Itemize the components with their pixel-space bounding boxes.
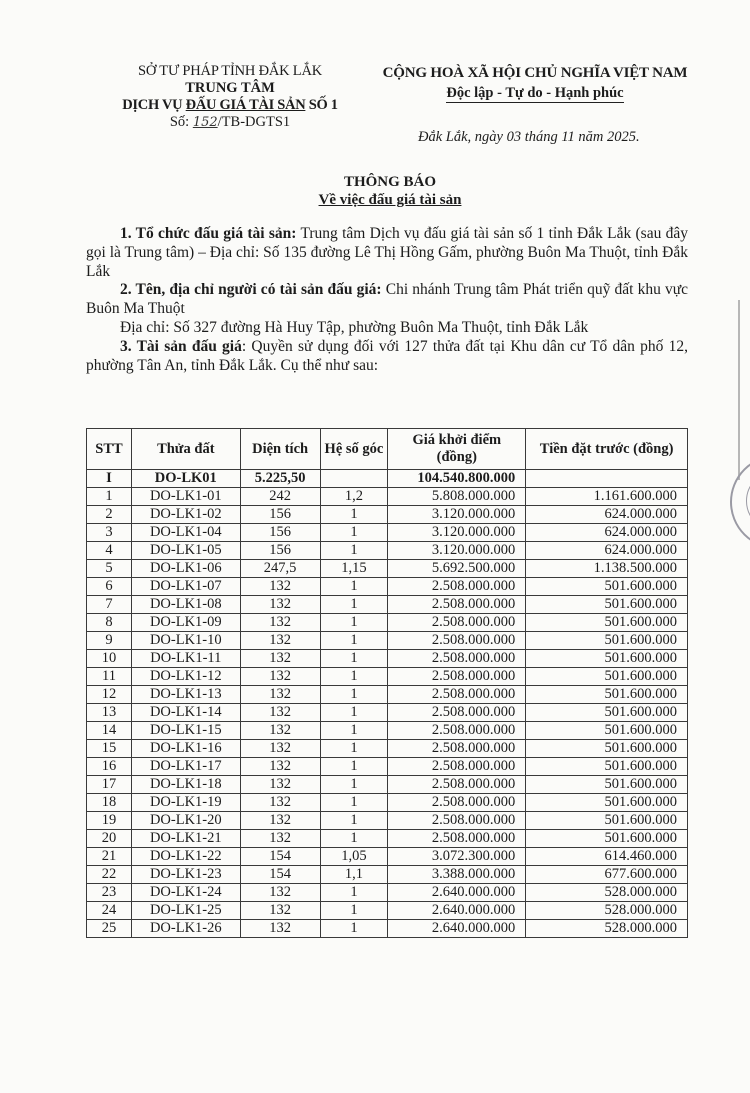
cell-area: 132 <box>240 614 320 632</box>
cell-start-price: 2.508.000.000 <box>388 668 526 686</box>
cell-stt: 14 <box>87 722 132 740</box>
cell-deposit: 501.600.000 <box>526 740 688 758</box>
cell-stt: 16 <box>87 758 132 776</box>
cell-parcel: DO-LK1-26 <box>131 920 240 938</box>
cell-stt: 4 <box>87 542 132 560</box>
cell-coef: 1 <box>320 740 388 758</box>
cell-parcel: DO-LK1-04 <box>131 524 240 542</box>
cell-parcel: DO-LK1-07 <box>131 578 240 596</box>
cell-area: 156 <box>240 542 320 560</box>
cell-parcel: DO-LK1-19 <box>131 794 240 812</box>
cell-coef: 1 <box>320 632 388 650</box>
cell-stt: 12 <box>87 686 132 704</box>
cell-area: 132 <box>240 578 320 596</box>
section-organizer: 1. Tổ chức đấu giá tài sản: Trung tâm Dịch vụ đấu giá tài sản số 1 tỉnh Đắk Lắk (sau đây gọi là Trung tâm) – Địa chỉ: Số 135 đường Lê Thị Hồng Gấm, phường Buôn Ma Thuột, tỉnh Đắk Lắk <box>86 225 688 280</box>
cell-coef: 1 <box>320 812 388 830</box>
cell-area: 132 <box>240 704 320 722</box>
cell-deposit: 528.000.000 <box>526 902 688 920</box>
cell-coef: 1 <box>320 794 388 812</box>
cell-parcel: DO-LK1-16 <box>131 740 240 758</box>
table-row <box>87 776 688 794</box>
handwritten-number: 152 <box>192 115 218 130</box>
cell-coef: 1 <box>320 722 388 740</box>
table-group-row <box>87 470 688 488</box>
cell-coef: 1 <box>320 830 388 848</box>
cell-stt: 9 <box>87 632 132 650</box>
cell-coef: 1 <box>320 542 388 560</box>
cell-stt: 10 <box>87 650 132 668</box>
cell-parcel: DO-LK1-06 <box>131 560 240 578</box>
cell-deposit: 501.600.000 <box>526 704 688 722</box>
cell-start-price: 2.508.000.000 <box>388 614 526 632</box>
cell-start-price: 3.072.300.000 <box>388 848 526 866</box>
cell-stt: 1 <box>87 488 132 506</box>
cell-start-price: 2.640.000.000 <box>388 884 526 902</box>
cell-start-price: 2.508.000.000 <box>388 650 526 668</box>
cell-deposit: 501.600.000 <box>526 758 688 776</box>
cell-deposit: 624.000.000 <box>526 524 688 542</box>
cell-stt: 2 <box>87 506 132 524</box>
assets-table <box>86 428 688 938</box>
table-row <box>87 866 688 884</box>
cell-area: 242 <box>240 488 320 506</box>
cell-area: 154 <box>240 848 320 866</box>
cell-start-price: 104.540.800.000 <box>388 470 526 488</box>
col-header-area: Diện tích <box>240 429 320 470</box>
cell-deposit: 501.600.000 <box>526 650 688 668</box>
cell-coef: 1 <box>320 524 388 542</box>
table-row <box>87 596 688 614</box>
cell-start-price: 2.508.000.000 <box>388 632 526 650</box>
cell-stt: 20 <box>87 830 132 848</box>
table-row <box>87 794 688 812</box>
cell-deposit <box>526 470 688 488</box>
col-header-start-price: Giá khởi điểm (đồng) <box>388 429 526 470</box>
issuer-header <box>80 63 380 131</box>
cell-deposit: 624.000.000 <box>526 506 688 524</box>
cell-parcel: DO-LK1-12 <box>131 668 240 686</box>
table-header-row <box>87 429 688 470</box>
cell-parcel: DO-LK1-02 <box>131 506 240 524</box>
cell-coef: 1 <box>320 686 388 704</box>
cell-start-price: 3.120.000.000 <box>388 542 526 560</box>
cell-deposit: 501.600.000 <box>526 722 688 740</box>
national-header <box>375 63 695 103</box>
table-row <box>87 812 688 830</box>
national-motto: Độc lập - Tự do - Hạnh phúc <box>446 85 624 101</box>
cell-area: 154 <box>240 866 320 884</box>
cell-parcel: DO-LK1-23 <box>131 866 240 884</box>
cell-parcel: DO-LK1-21 <box>131 830 240 848</box>
cell-coef: 1 <box>320 704 388 722</box>
cell-area: 132 <box>240 632 320 650</box>
cell-stt: 18 <box>87 794 132 812</box>
cell-stt: 23 <box>87 884 132 902</box>
cell-stt: 13 <box>87 704 132 722</box>
table-row <box>87 740 688 758</box>
cell-coef: 1,2 <box>320 488 388 506</box>
cell-stt: 3 <box>87 524 132 542</box>
table-row <box>87 704 688 722</box>
table-row <box>87 614 688 632</box>
cell-start-price: 2.508.000.000 <box>388 740 526 758</box>
col-header-coef: Hệ số góc <box>320 429 388 470</box>
cell-coef: 1 <box>320 758 388 776</box>
cell-deposit: 501.600.000 <box>526 686 688 704</box>
page-edge-shadow <box>738 300 740 480</box>
cell-start-price: 3.120.000.000 <box>388 524 526 542</box>
center-name-line2: DỊCH VỤ ĐẤU GIÁ TÀI SẢN SỐ 1 <box>122 97 338 113</box>
cell-area: 132 <box>240 920 320 938</box>
cell-coef: 1 <box>320 596 388 614</box>
cell-area: 132 <box>240 758 320 776</box>
cell-area: 132 <box>240 776 320 794</box>
cell-coef: 1 <box>320 578 388 596</box>
col-header-parcel: Thửa đất <box>131 429 240 470</box>
table-row <box>87 524 688 542</box>
center-name-line1: TRUNG TÂM <box>185 80 275 96</box>
cell-deposit: 501.600.000 <box>526 812 688 830</box>
cell-deposit: 501.600.000 <box>526 668 688 686</box>
cell-parcel: DO-LK1-10 <box>131 632 240 650</box>
cell-area: 132 <box>240 884 320 902</box>
cell-deposit: 677.600.000 <box>526 866 688 884</box>
cell-coef: 1 <box>320 776 388 794</box>
table-row <box>87 506 688 524</box>
cell-coef: 1 <box>320 920 388 938</box>
cell-parcel: DO-LK1-22 <box>131 848 240 866</box>
cell-deposit: 501.600.000 <box>526 830 688 848</box>
section-owner: 2. Tên, địa chỉ người có tài sản đấu giá: Chi nhánh Trung tâm Phát triển quỹ đất khu vực Buôn Ma Thuột <box>86 281 689 318</box>
cell-deposit: 528.000.000 <box>526 920 688 938</box>
cell-coef: 1,15 <box>320 560 388 578</box>
cell-stt: 5 <box>87 560 132 578</box>
cell-parcel: DO-LK1-18 <box>131 776 240 794</box>
cell-stt: 22 <box>87 866 132 884</box>
cell-start-price: 2.508.000.000 <box>388 812 526 830</box>
cell-parcel: DO-LK1-01 <box>131 488 240 506</box>
country-name: CỘNG HOÀ XÃ HỘI CHỦ NGHĨA VIỆT NAM <box>382 65 688 81</box>
cell-area: 156 <box>240 506 320 524</box>
cell-area: 132 <box>240 722 320 740</box>
cell-start-price: 5.808.000.000 <box>388 488 526 506</box>
cell-stt: 21 <box>87 848 132 866</box>
cell-parcel: DO-LK1-17 <box>131 758 240 776</box>
cell-start-price: 2.508.000.000 <box>388 794 526 812</box>
cell-parcel: DO-LK1-09 <box>131 614 240 632</box>
table-row <box>87 902 688 920</box>
cell-start-price: 3.120.000.000 <box>388 506 526 524</box>
table-row <box>87 686 688 704</box>
notice-body <box>86 225 688 375</box>
cell-area: 132 <box>240 794 320 812</box>
document-subtitle: Về việc đấu giá tài sản <box>318 192 462 208</box>
cell-area: 132 <box>240 812 320 830</box>
document-number: Số: 152/TB-DGTS1 <box>169 114 291 130</box>
cell-parcel: DO-LK1-05 <box>131 542 240 560</box>
table-row <box>87 884 688 902</box>
cell-parcel: DO-LK1-25 <box>131 902 240 920</box>
official-seal-icon <box>730 455 750 549</box>
cell-start-price: 2.508.000.000 <box>388 722 526 740</box>
cell-coef: 1 <box>320 614 388 632</box>
cell-area: 132 <box>240 686 320 704</box>
cell-stt: 17 <box>87 776 132 794</box>
document-title: THÔNG BÁO <box>343 174 437 190</box>
cell-stt: 24 <box>87 902 132 920</box>
cell-coef: 1 <box>320 668 388 686</box>
cell-start-price: 2.508.000.000 <box>388 578 526 596</box>
cell-coef: 1 <box>320 902 388 920</box>
table-row <box>87 848 688 866</box>
table-row <box>87 668 688 686</box>
cell-stt: 25 <box>87 920 132 938</box>
cell-start-price: 2.508.000.000 <box>388 596 526 614</box>
cell-parcel: DO-LK1-24 <box>131 884 240 902</box>
cell-start-price: 3.388.000.000 <box>388 866 526 884</box>
department-name: SỞ TƯ PHÁP TỈNH ĐẮK LẮK <box>137 63 323 79</box>
table-row <box>87 722 688 740</box>
cell-area: 5.225,50 <box>240 470 320 488</box>
cell-start-price: 5.692.500.000 <box>388 560 526 578</box>
cell-stt: 6 <box>87 578 132 596</box>
table-row <box>87 542 688 560</box>
cell-parcel: DO-LK1-14 <box>131 704 240 722</box>
cell-parcel: DO-LK1-08 <box>131 596 240 614</box>
cell-deposit: 614.460.000 <box>526 848 688 866</box>
table-row <box>87 650 688 668</box>
cell-area: 132 <box>240 668 320 686</box>
cell-coef: 1,1 <box>320 866 388 884</box>
cell-start-price: 2.640.000.000 <box>388 920 526 938</box>
cell-area: 132 <box>240 650 320 668</box>
cell-deposit: 501.600.000 <box>526 596 688 614</box>
cell-deposit: 1.138.500.000 <box>526 560 688 578</box>
cell-coef <box>320 470 388 488</box>
document-date: Đắk Lắk, ngày 03 tháng 11 năm 2025. <box>418 129 640 145</box>
cell-deposit: 501.600.000 <box>526 632 688 650</box>
cell-parcel: DO-LK01 <box>131 470 240 488</box>
cell-stt: 15 <box>87 740 132 758</box>
cell-coef: 1 <box>320 650 388 668</box>
table-row <box>87 578 688 596</box>
cell-start-price: 2.508.000.000 <box>388 686 526 704</box>
cell-deposit: 501.600.000 <box>526 614 688 632</box>
cell-start-price: 2.508.000.000 <box>388 758 526 776</box>
cell-stt: 11 <box>87 668 132 686</box>
cell-deposit: 1.161.600.000 <box>526 488 688 506</box>
cell-start-price: 2.508.000.000 <box>388 830 526 848</box>
cell-parcel: DO-LK1-20 <box>131 812 240 830</box>
cell-stt: 19 <box>87 812 132 830</box>
cell-stt: I <box>87 470 132 488</box>
cell-deposit: 501.600.000 <box>526 794 688 812</box>
cell-start-price: 2.640.000.000 <box>388 902 526 920</box>
table-row <box>87 920 688 938</box>
cell-area: 132 <box>240 902 320 920</box>
cell-coef: 1 <box>320 506 388 524</box>
cell-deposit: 528.000.000 <box>526 884 688 902</box>
cell-area: 132 <box>240 830 320 848</box>
cell-area: 156 <box>240 524 320 542</box>
table-row <box>87 758 688 776</box>
table-row <box>87 632 688 650</box>
table-row <box>87 560 688 578</box>
cell-deposit: 501.600.000 <box>526 578 688 596</box>
section-owner-address: Địa chỉ: Số 327 đường Hà Huy Tập, phường Buôn Ma Thuột, tỉnh Đắk Lắk <box>120 318 589 336</box>
cell-coef: 1 <box>320 884 388 902</box>
cell-parcel: DO-LK1-11 <box>131 650 240 668</box>
cell-start-price: 2.508.000.000 <box>388 704 526 722</box>
cell-area: 247,5 <box>240 560 320 578</box>
cell-deposit: 624.000.000 <box>526 542 688 560</box>
cell-parcel: DO-LK1-13 <box>131 686 240 704</box>
cell-area: 132 <box>240 596 320 614</box>
cell-area: 132 <box>240 740 320 758</box>
cell-parcel: DO-LK1-15 <box>131 722 240 740</box>
cell-coef: 1,05 <box>320 848 388 866</box>
cell-stt: 8 <box>87 614 132 632</box>
table-row <box>87 488 688 506</box>
cell-stt: 7 <box>87 596 132 614</box>
cell-deposit: 501.600.000 <box>526 776 688 794</box>
col-header-stt: STT <box>87 429 132 470</box>
table-row <box>87 830 688 848</box>
cell-start-price: 2.508.000.000 <box>388 776 526 794</box>
section-assets: 3. Tài sản đấu giá: Quyền sử dụng đối với 127 thửa đất tại Khu dân cư Tổ dân phố 12, phường Tân An, tỉnh Đắk Lắk. Cụ thể như sau: <box>86 337 688 374</box>
col-header-deposit: Tiền đặt trước (đồng) <box>526 429 688 470</box>
